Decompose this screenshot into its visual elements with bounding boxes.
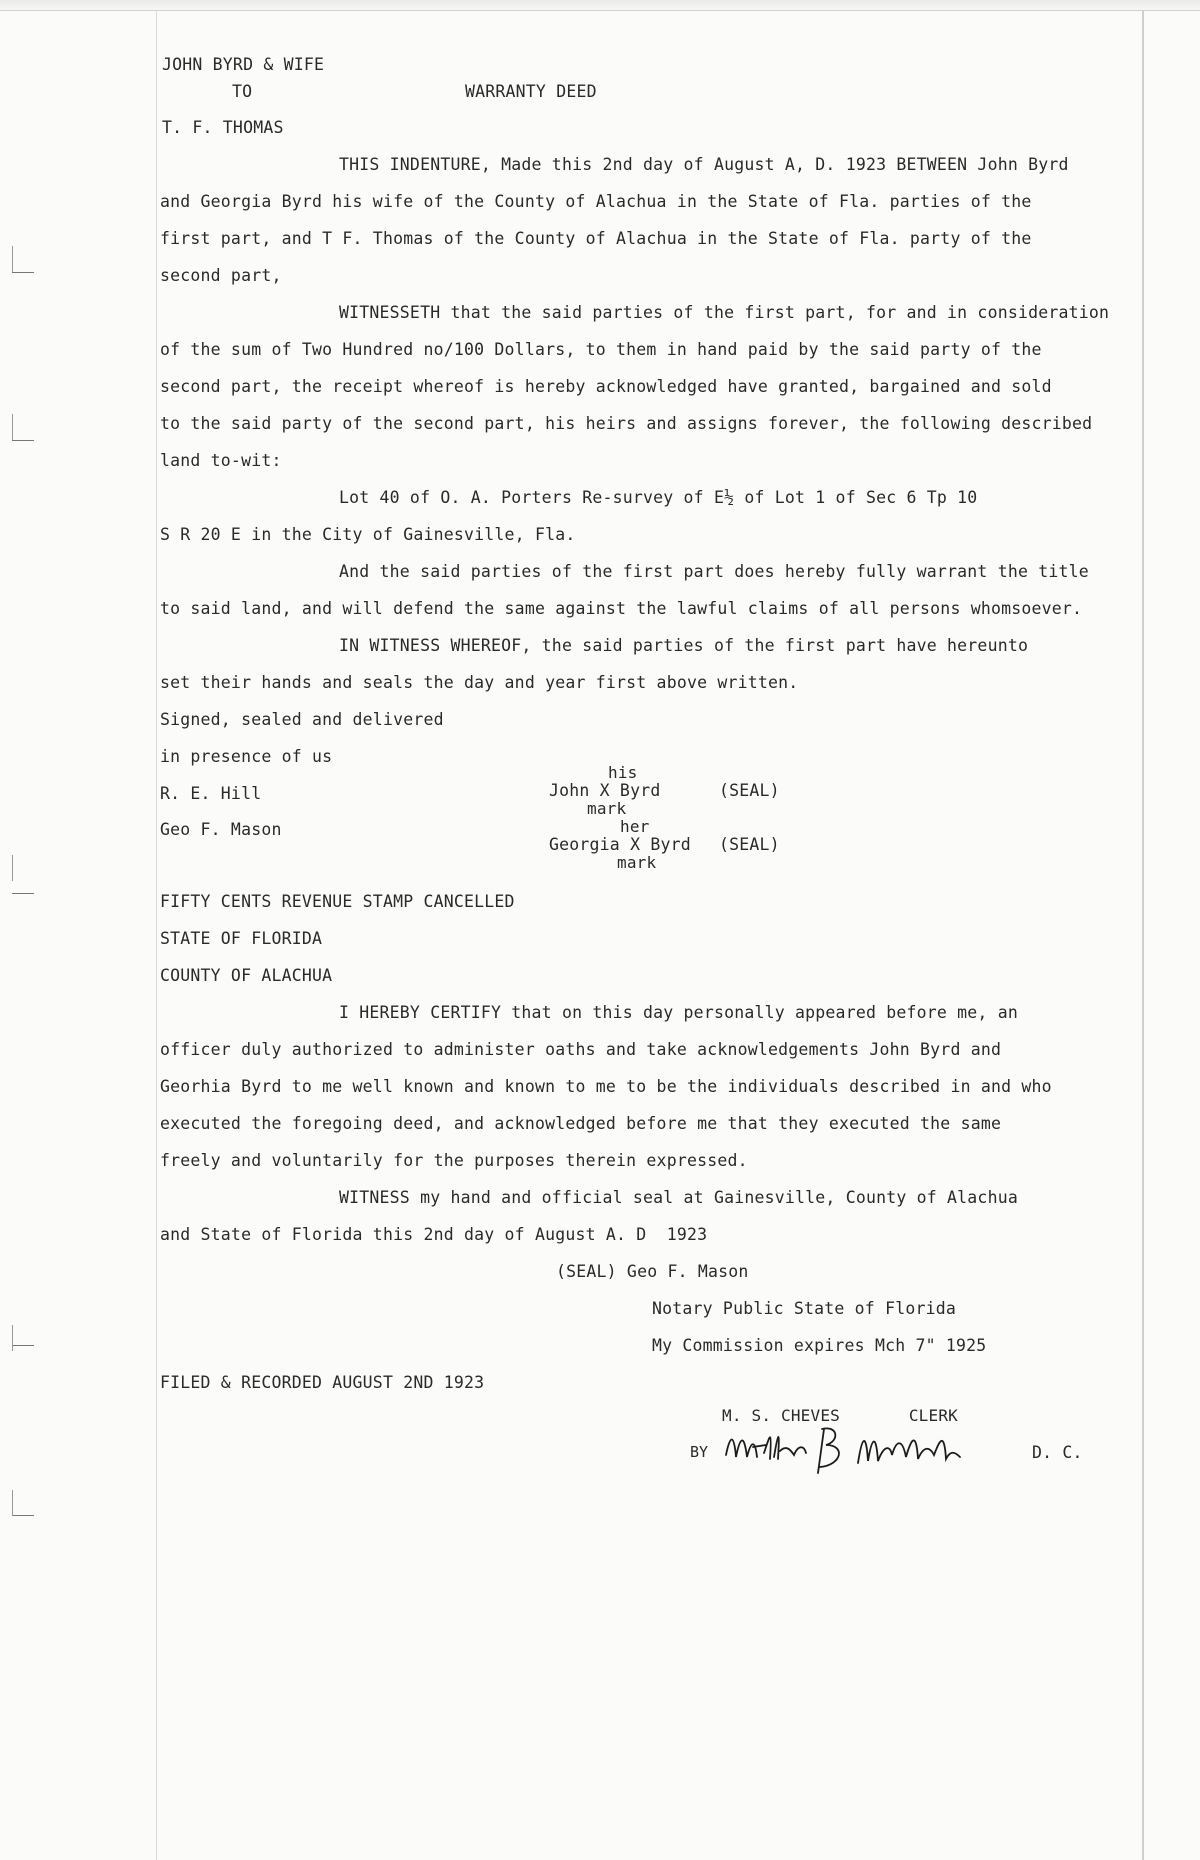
- binder-mark: [12, 1490, 13, 1516]
- notary-name: (SEAL) Geo F. Mason: [556, 1262, 749, 1281]
- deputy-clerk-label: D. C.: [1032, 1443, 1083, 1462]
- certificate-line: officer duly authorized to administer oaths and take acknowledgements John Byrd and: [160, 1040, 1002, 1059]
- signature-mark-label: mark: [587, 799, 627, 818]
- notary-witness-line: and State of Florida this 2nd day of August A. D 1923: [160, 1225, 708, 1244]
- body-line: land to-wit:: [160, 451, 282, 470]
- body-line: IN WITNESS WHEREOF, the said parties of the first part have hereunto: [339, 636, 1029, 655]
- body-line: and Georgia Byrd his wife of the County of Alachua in the State of Fla. parties of the: [160, 192, 1032, 211]
- body-line: of the sum of Two Hundred no/100 Dollars, to them in hand paid by the said party of the: [160, 340, 1042, 359]
- seal-label: (SEAL): [719, 835, 780, 854]
- binder-mark: [12, 440, 34, 441]
- witness-name: R. E. Hill: [160, 784, 262, 803]
- signature-name: John X Byrd: [549, 781, 661, 800]
- binder-mark: [12, 855, 13, 881]
- body-line: first part, and T F. Thomas of the County of Alachua in the State of Fla. party of the: [160, 229, 1032, 248]
- right-margin-rule: [1142, 10, 1144, 1860]
- signature-mark-label: mark: [617, 853, 657, 872]
- page-top-edge: [0, 0, 1200, 11]
- state-heading: STATE OF FLORIDA: [160, 929, 323, 948]
- signature-his-label: his: [608, 763, 638, 782]
- binder-mark: [12, 1325, 13, 1351]
- grantor-heading: JOHN BYRD & WIFE: [162, 55, 325, 74]
- witness-name: Geo F. Mason: [160, 820, 282, 839]
- certificate-line: executed the foregoing deed, and acknowledged before me that they executed the same: [160, 1114, 1002, 1133]
- binder-mark: [12, 246, 13, 272]
- signature-her-label: her: [620, 817, 650, 836]
- seal-label: (SEAL): [719, 781, 780, 800]
- binder-mark: [12, 893, 34, 894]
- body-line: second part,: [160, 266, 282, 285]
- signature-name: Georgia X Byrd: [549, 835, 691, 854]
- clerk-handwritten-signature: [720, 1415, 1000, 1485]
- body-line: in presence of us: [160, 747, 333, 766]
- property-description: S R 20 E in the City of Gainesville, Fla.: [160, 525, 576, 544]
- body-line: And the said parties of the first part does hereby fully warrant the title: [339, 562, 1089, 581]
- revenue-stamp-note: FIFTY CENTS REVENUE STAMP CANCELLED: [160, 892, 515, 911]
- body-line: THIS INDENTURE, Made this 2nd day of August A, D. 1923 BETWEEN John Byrd: [339, 155, 1069, 174]
- certificate-line: Georhia Byrd to me well known and known to me to be the individuals described in and who: [160, 1077, 1052, 1096]
- binder-mark: [12, 1515, 34, 1516]
- document-title: WARRANTY DEED: [465, 82, 597, 101]
- county-heading: COUNTY OF ALACHUA: [160, 966, 333, 985]
- property-description: Lot 40 of O. A. Porters Re-survey of E½ of Lot 1 of Sec 6 Tp 10: [339, 488, 978, 507]
- binder-mark: [12, 414, 13, 440]
- body-line: to said land, and will defend the same against the lawful claims of all persons whomsoever.: [160, 599, 1083, 618]
- binder-mark: [12, 272, 34, 273]
- clerk-signature-block: [690, 1415, 1010, 1485]
- grantee-heading: T. F. THOMAS: [162, 118, 284, 137]
- left-margin-rule: [156, 10, 157, 1860]
- to-heading: TO: [232, 82, 253, 101]
- binder-mark: [12, 1345, 34, 1346]
- body-line: to the said party of the second part, his heirs and assigns forever, the following described: [160, 414, 1093, 433]
- body-line: second part, the receipt whereof is hereby acknowledged have granted, bargained and sold: [160, 377, 1052, 396]
- notary-witness-line: WITNESS my hand and official seal at Gainesville, County of Alachua: [339, 1188, 1018, 1207]
- notary-title: Notary Public State of Florida: [652, 1299, 957, 1318]
- certificate-line: freely and voluntarily for the purposes therein expressed.: [160, 1151, 748, 1170]
- body-line: Signed, sealed and delivered: [160, 710, 444, 729]
- body-line: WITNESSETH that the said parties of the first part, for and in consideration: [339, 303, 1110, 322]
- filed-recorded-note: FILED & RECORDED AUGUST 2ND 1923: [160, 1373, 485, 1392]
- body-line: set their hands and seals the day and year first above written.: [160, 673, 799, 692]
- clerk-name: M. S. CHEVES CLERK: [722, 1406, 958, 1425]
- certificate-line: I HEREBY CERTIFY that on this day personally appeared before me, an: [339, 1003, 1018, 1022]
- by-label: BY: [690, 1443, 709, 1461]
- notary-commission: My Commission expires Mch 7" 1925: [652, 1336, 987, 1355]
